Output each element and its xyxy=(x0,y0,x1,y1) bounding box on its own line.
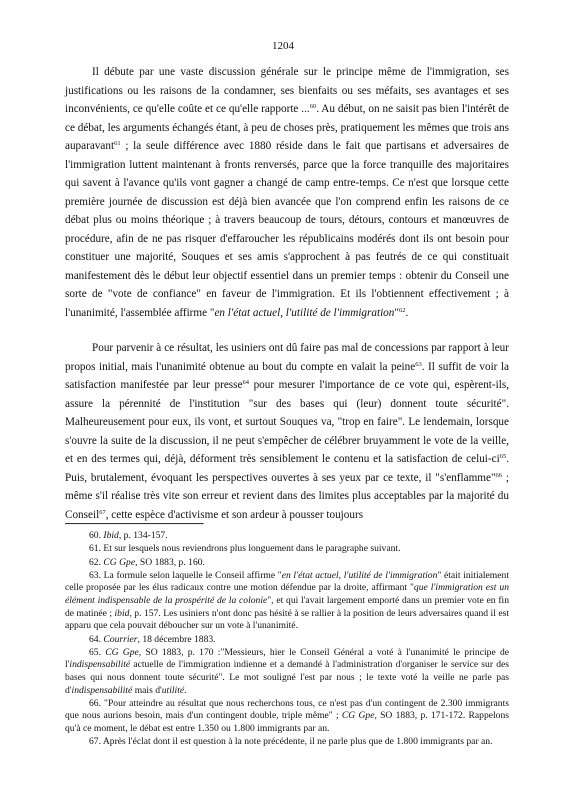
italic-text: ibid xyxy=(114,607,130,619)
paragraph xyxy=(65,339,509,524)
text-run: " xyxy=(394,306,399,319)
footnote xyxy=(65,530,509,543)
text-run: 67. Après l'éclat dont il est question à la note précédente, il ne parle plus que de 1.800 immigrants par an. xyxy=(89,736,493,748)
text-run: Pour parvenir à ce résultat, les usiniers ont dû faire pas mal de concessions par rapport à leur propos initial, mais l'unanimité obtenue au bout du compte en valait la peine xyxy=(65,342,509,373)
footnote xyxy=(65,570,509,633)
footnote-reference: 64 xyxy=(242,379,249,386)
italic-text: CG Gpe xyxy=(103,556,136,568)
text-run: . Il suffit de voir la satisfaction manifestée par leur presse xyxy=(65,360,509,391)
paragraph xyxy=(65,63,509,322)
text-run: 64. xyxy=(89,633,104,645)
text-run: pour mesurer l'importance de ce vote qui, espèrent-ils, assure la pérennité de l'institution "sur des bases qui (leur) donnent toute sécurité". Malheureusement pour eux, ils vont, et surtout Souques va, "trop en faire". Le lendemain, lorsque s'ouvre la suite de la discussion, il ne peut s'empêcher de célébrer bruyamment le vote de la veille, et en des termes qui, déjà, déforment très sensiblement le contenu et la satisfaction de celui-ci xyxy=(65,379,509,465)
text-run: 63. La formule selon laquelle le Conseil affirme " xyxy=(89,569,282,581)
italic-text: indispensabilité xyxy=(69,659,131,671)
text-run: 66. "Pour atteindre au résultat que nous recherchons tous, ce n'est pas d'un contingent de 2.300 immigrants que nous aurions besoin, mais d'un contingent double, triple même" ; xyxy=(65,697,509,722)
footnote-reference: 65 xyxy=(499,453,507,460)
italic-text: Courrier xyxy=(103,633,138,645)
page-number: 1204 xyxy=(272,40,294,52)
text-run: ; même s'il réalise très vite son erreur et revient dans des limites plus acceptables par la majorité du Conseil xyxy=(65,471,509,521)
footnote-divider xyxy=(65,523,204,525)
italic-text: CG Gpe xyxy=(105,646,139,658)
italic-text: en l'état actuel, l'utilité de l'immigration xyxy=(214,306,395,319)
text-run: . xyxy=(184,684,187,696)
text-run: , cette espèce d'activisme et son ardeur à pousser toujours xyxy=(105,508,364,521)
text-run: mais d' xyxy=(132,684,162,696)
footnote xyxy=(65,634,509,647)
italic-text: que l'immigration est un élément indispensable de la prospérité de la colonie xyxy=(65,582,509,607)
text-run: ", et qui l'avait largement emporté dans un premier vote en fin de matinée ; xyxy=(65,595,509,619)
footnote xyxy=(65,647,509,697)
footnote-reference: 63 xyxy=(415,360,422,368)
text-run: Il débute par une vaste discussion générale sur le principe même de l'immigration, ses justifications ou les raisons de la condamner, ses bienfaits ou ses méfaits, ses avantages et ses inconvénients, ce qu'elle coûte et ce qu'elle rapporte ... xyxy=(65,66,509,115)
italic-text: utilité xyxy=(161,684,185,696)
footnote xyxy=(65,736,509,749)
text-run: , p. 134-157. xyxy=(118,530,168,541)
text-run: , p. 157. Les usiniers n'ont donc pas hésité à se rallier à la position de leurs adversaires quand il est apparu que cela pouvait déboucher sur un vote à l'unanimité. xyxy=(65,607,510,632)
italic-text: en l'état actuel, l'utilité de l'immigration xyxy=(281,569,438,581)
footnote xyxy=(65,557,509,570)
footnote-reference: 62 xyxy=(398,306,406,314)
italic-text: indispensabilité xyxy=(71,684,133,696)
footnote-reference: 67 xyxy=(99,508,106,516)
footnote xyxy=(65,543,509,556)
text-run: . Au début, on ne saisit pas bien l'intérêt de ce débat, les arguments échangés étant, à peu de choses près, pratiquement les mêmes que trois ans auparavant xyxy=(65,103,509,152)
text-run: 60. xyxy=(89,530,104,541)
footnote-reference: 61 xyxy=(114,140,121,147)
text-run: 65. xyxy=(89,646,106,658)
text-run: " était initialement celle proposée par les élus radicaux contre une motion défendue par la droite, affirmant " xyxy=(65,569,509,594)
text-run: . xyxy=(405,306,409,319)
text-run: , 18 décembre 1883. xyxy=(137,633,216,645)
text-run: 61. Et sur lesquels nous reviendrons plus longuement dans le paragraphe suivant. xyxy=(89,543,401,555)
text-run: 62. xyxy=(89,556,104,568)
text-run: , SO 1883, p. 171-172. Rappelons qu'à ce moment, le débat est entre 1.350 ou 1.800 immigrants par an. xyxy=(65,710,510,735)
footnote-reference: 66 xyxy=(495,471,503,479)
text-run: . Puis, brutalement, évoquant les perspectives ouvertes à ses yeux par ce texte, il "s'enflamme" xyxy=(65,453,509,484)
text-run: , SO 1883, p. 170 :"Messieurs, hier le Conseil Général a voté à l'unanimité le principe de l' xyxy=(65,646,509,671)
footnote xyxy=(65,698,509,736)
text-run: actuelle de l'immigration indienne et a demandé à l'administration d'organiser le service sur des bases qui nous donnent toute sécurité". Le mot souligné l'est par nous ; le texte voté la veille ne parle pas d' xyxy=(65,659,509,696)
italic-text: Ibid xyxy=(103,530,119,541)
text-run: , SO 1883, p. 160. xyxy=(135,556,205,568)
body-text xyxy=(65,63,509,524)
text-run: ; la seule différence avec 1880 réside dans le fait que partisans et adversaires de l'immigration luttent maintenant à fronts renversés, parce que la force tranquille des majoritaires qui savent à l'avance qu'ils vont gagner a changé de camp entre-temps. Ce n'est que lorsque cette première journée de discussion est déjà bien avancée que l'on comprend enfin les raisons de ce débat plus ou moins théorique ; à travers beaucoup de tours, détours, contours et manœuvres de procédure, afin de ne pas risquer d'effaroucher les républicains modérés dont ils ont besoin pour constituer une majorité, Souques et ses amis s'approchent à pas feutrés de ce qui constituait manifestement dès le début leur objectif essentiel dans un premier temps : obtenir du Conseil une sorte de "vote de confiance" en faveur de l'immigration. Et ils l'obtiennent effectivement ; à l'unanimité, l'assemblée affirme " xyxy=(65,140,509,319)
footnotes xyxy=(65,530,509,749)
italic-text: CG Gpe xyxy=(341,710,375,722)
footnote-reference: 60 xyxy=(309,103,317,110)
